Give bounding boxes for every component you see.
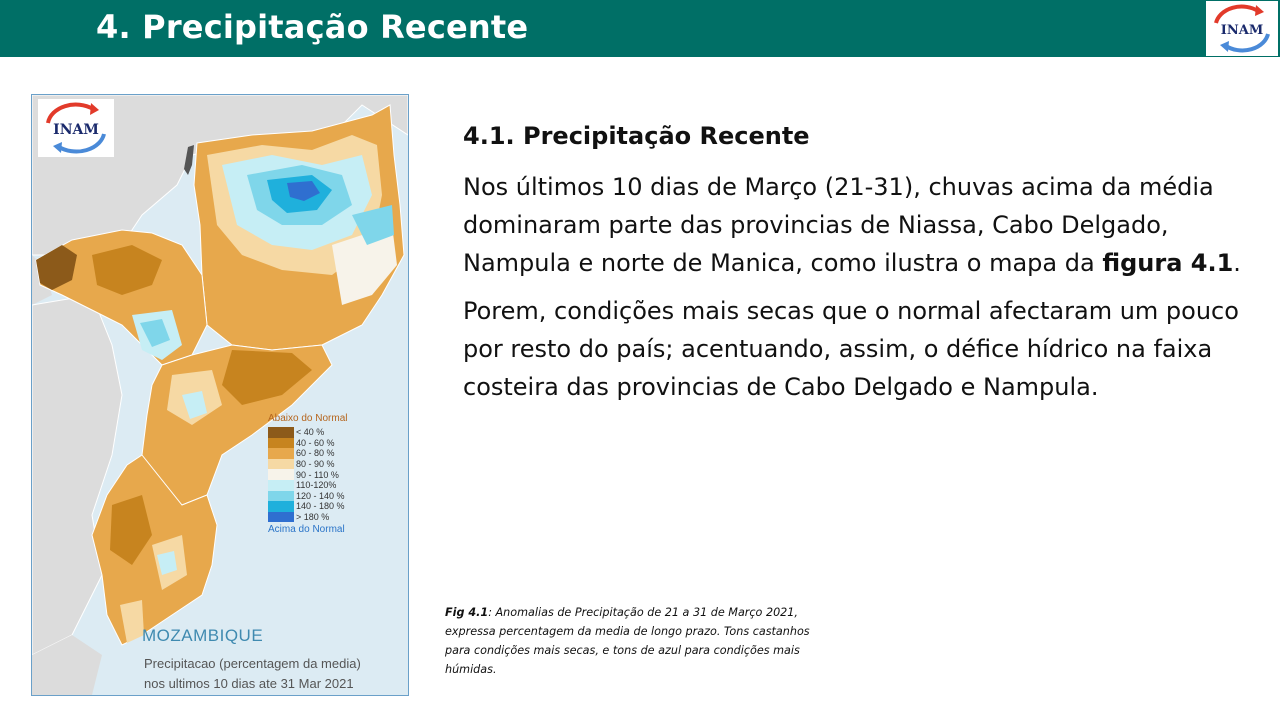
legend-items [268,427,347,522]
legend-item [268,491,347,502]
map-inam-logo-icon [38,99,114,157]
map-legend [268,413,347,535]
legend-swatch [268,448,294,459]
figure-reference: figura 4.1 [1102,249,1234,277]
svg-text:INAM: INAM [1220,23,1264,38]
legend-label: > 180 % [296,512,330,523]
legend-swatch [268,459,294,470]
legend-label: 80 - 90 % [296,459,335,470]
legend-swatch [268,480,294,491]
header-bar [0,0,1280,57]
legend-item [268,512,347,523]
legend-item [268,427,347,438]
caption-text: : Anomalias de Precipitação de 21 a 31 de Março 2021, expressa percentagem da media de longo prazo. Tons castanhos para condições mais secas, e tons de azul para condições mais húmidas. [445,606,810,676]
legend-item [268,438,347,449]
legend-item [268,459,347,470]
paragraph-1-end: . [1233,249,1241,277]
legend-swatch [268,501,294,512]
inam-logo [1206,1,1278,56]
legend-label: 120 - 140 % [296,490,345,501]
legend-label: 40 - 60 % [296,437,335,448]
legend-label: < 40 % [296,427,325,438]
map-country-label: MOZAMBIQUE [142,626,264,645]
map-inam-logo [38,99,114,157]
svg-text:INAM: INAM [53,122,99,138]
main-content [463,122,1253,416]
legend-label: 90 - 110 % [296,469,339,480]
paragraph-1-text: Nos últimos 10 dias de Março (21-31), chuvas acima da média dominaram parte das provincias de Niassa, Cabo Delgado, Nampula e norte de Manica, como ilustra o mapa da [463,173,1214,277]
legend-item [268,501,347,512]
paragraph-2: Porem, condições mais secas que o normal afectaram um pouco por resto do país; acentuando, assim, o défice hídrico na faixa costeira das provincias de Cabo Delgado e Nampula. [463,297,1239,401]
map-drawing [32,95,408,695]
paragraph-1 [463,168,1253,282]
map-subtitle-line2: nos ultimos 10 dias ate 31 Mar 2021 [144,676,354,691]
inam-logo-icon [1206,1,1278,56]
legend-label: 110-120% [296,480,337,491]
section-title: 4.1. Precipitação Recente [463,122,810,150]
map-subtitle [144,654,361,694]
figure-caption [445,603,825,679]
page-title: 4. Precipitação Recente [96,8,529,46]
legend-item [268,480,347,491]
precipitation-map [31,94,409,696]
legend-swatch [268,427,294,438]
legend-swatch [268,438,294,449]
legend-swatch [268,512,294,523]
legend-label: 140 - 180 % [296,501,345,512]
legend-below-normal-title: Abaixo do Normal [268,413,348,424]
legend-item [268,448,347,459]
legend-swatch [268,469,294,480]
legend-item [268,469,347,480]
legend-label: 60 - 80 % [296,448,335,459]
caption-label: Fig 4.1 [445,606,489,619]
legend-swatch [268,491,294,502]
map-subtitle-line1: Precipitacao (percentagem da media) [144,656,361,671]
legend-above-normal-title: Acima do Normal [268,524,345,536]
